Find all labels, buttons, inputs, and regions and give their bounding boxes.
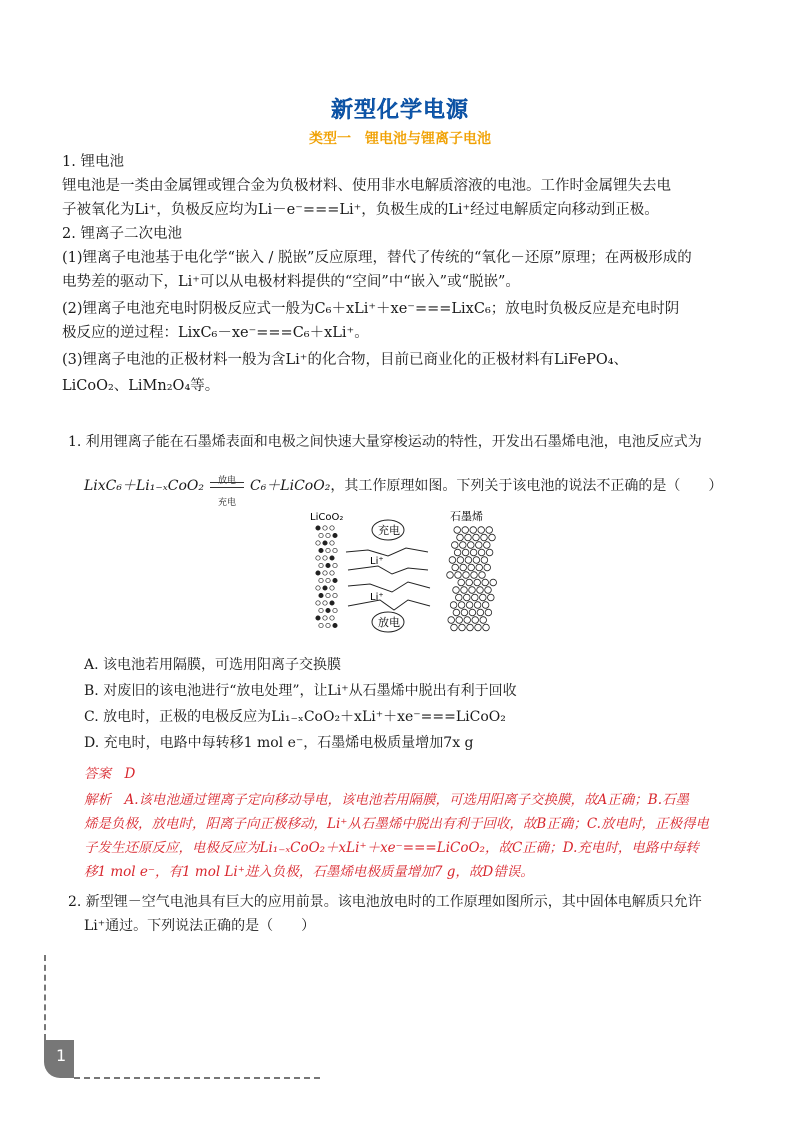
paragraph-line: 锂电池是一类由金属锂或锂合金为负极材料、使用非水电解质溶液的电池。工作时金属锂失去电 — [62, 178, 671, 194]
lattice-atom — [326, 608, 330, 612]
graphene-hex — [478, 549, 485, 556]
graphene-hex — [453, 609, 460, 616]
graphene-hex — [460, 564, 467, 571]
battery-diagram — [308, 508, 508, 642]
graphene-hex — [468, 564, 475, 571]
option-a: A. 该电池若用隔膜，可选用阳离子交换膜 — [84, 657, 342, 673]
graphene-hex — [486, 527, 493, 534]
graphene-hex — [469, 609, 476, 616]
graphene-hex — [490, 579, 497, 586]
graphene-hex — [478, 527, 485, 534]
equation-left: LixC₆＋Li₁₋ₓCoO₂ — [84, 478, 204, 494]
page-number: 1 — [56, 1046, 67, 1065]
graphene-hex — [462, 549, 469, 556]
lattice-atom — [333, 593, 337, 597]
question-2-stem: Li⁺通过。下列说法正确的是（ ） — [84, 918, 316, 934]
li-ion-label-1: Li⁺ — [370, 556, 384, 567]
option-c: C. 放电时，正极的电极反应为Li₁₋ₓCoO₂＋xLi⁺＋xe⁻===LiCoO₂ — [84, 709, 506, 725]
graphene-hex — [481, 557, 488, 564]
lattice-atom — [323, 526, 327, 530]
graphene-hex — [488, 594, 495, 601]
lattice-atom — [319, 548, 323, 552]
graphene-hex — [466, 602, 473, 609]
ion-path-arrow — [348, 600, 430, 610]
graphene-hex — [465, 534, 472, 541]
lattice-atom — [323, 571, 327, 575]
question-1-stem: 1. 利用锂离子能在石墨烯表面和电极之间快速大量穿梭运动的特性，开发出石墨烯电池，电池反应式为 — [68, 434, 702, 450]
arrow-bottom-label: 充电 — [217, 498, 236, 508]
lattice-atom — [333, 563, 337, 567]
lattice-atom — [323, 556, 327, 560]
graphene-hex — [467, 624, 474, 631]
lattice-atom — [319, 593, 323, 597]
page-title: 新型化学电源 — [330, 98, 469, 123]
lattice-atom — [333, 533, 337, 537]
heading-lithium-battery: 1. 锂电池 — [62, 154, 124, 170]
graphene-hex — [472, 617, 479, 624]
lattice-atom — [333, 578, 337, 582]
answer-line: 答案 D — [84, 766, 136, 782]
question-1-stem-end: ，其工作原理如图。下列关于该电池的说法不正确的是（ ） — [330, 478, 723, 494]
graphene-hex — [451, 624, 458, 631]
reversible-arrow — [208, 476, 246, 508]
graphene-hex — [447, 572, 454, 579]
graphene-hex — [459, 624, 466, 631]
lattice-atom — [319, 608, 323, 612]
graphene-hex — [460, 542, 467, 549]
graphene-hex — [485, 609, 492, 616]
graphene-hex — [477, 587, 484, 594]
paragraph-line: (2)锂离子电池充电时阴极反应式一般为C₆＋xLi⁺＋xe⁻===LixC₆；放电时负极反应是充电时阴 — [62, 301, 680, 317]
graphene-hex — [464, 617, 471, 624]
lattice-atom — [330, 541, 334, 545]
analysis-line: 子发生还原反应，电极反应为Li₁₋ₓCoO₂＋xLi⁺＋xe⁻===LiCoO₂，故C正确；D.充电时，电路中每转 — [84, 840, 699, 856]
lattice-atom — [326, 563, 330, 567]
lattice-atom — [326, 623, 330, 627]
lattice-atom — [316, 586, 320, 590]
arrow-top-label: 放电 — [217, 476, 236, 486]
graphene-hex — [480, 594, 487, 601]
graphene-hex — [456, 594, 463, 601]
graphene-hex — [482, 579, 489, 586]
graphene-hex — [456, 617, 463, 624]
graphene-hex — [484, 564, 491, 571]
analysis-line: 移1 mol e⁻，有1 mol Li⁺进入负极，石墨烯电极质量增加7 g，故D错误。 — [84, 864, 534, 880]
graphene-hex — [452, 542, 459, 549]
lattice-atom — [316, 616, 320, 620]
page-border-vertical — [44, 955, 46, 1040]
analysis-line: 烯是负极，放电时，阳离子向正极移动，Li⁺从石墨烯中脱出有利于回收，故B正确；C.放电时，正极得电 — [84, 816, 709, 832]
discharge-label: 放电 — [378, 616, 400, 629]
graphene-hex — [457, 557, 464, 564]
section-subtitle: 类型一 锂电池与锂离子电池 — [309, 131, 491, 147]
paragraph-line: 子被氧化为Li⁺，负极反应均为Li－e⁻===Li⁺，负极生成的Li⁺经过电解质定向移动到正极。 — [62, 202, 659, 218]
graphene-hex — [463, 572, 470, 579]
question-2-stem: 2. 新型锂－空气电池具有巨大的应用前景。该电池放电时的工作原理如图所示，其中固体电解质只允许 — [68, 894, 702, 910]
graphene-hex — [473, 534, 480, 541]
lattice-atom — [319, 623, 323, 627]
lattice-atom — [323, 601, 327, 605]
graphene-hex — [485, 587, 492, 594]
graphene-hex — [465, 557, 472, 564]
lattice-atom — [319, 578, 323, 582]
graphene-hex — [480, 617, 487, 624]
ion-path-arrow — [348, 566, 428, 574]
graphene-hex — [471, 572, 478, 579]
graphene-hex — [470, 549, 477, 556]
graphene-hex — [461, 609, 468, 616]
equation-right: C₆＋LiCoO₂ — [249, 478, 331, 494]
paragraph-line: (3)锂离子电池的正极材料一般为含Li⁺的化合物，目前已商业化的正极材料有LiFePO₄、 — [62, 352, 629, 368]
graphene-hex — [468, 542, 475, 549]
graphene-hex — [457, 534, 464, 541]
graphene-hex — [474, 602, 481, 609]
lattice-atom — [330, 586, 334, 590]
lattice-atom — [333, 548, 337, 552]
graphene-hex — [479, 572, 486, 579]
lattice-atom — [326, 533, 330, 537]
paragraph-line: LiCoO₂、LiMn₂O₄等。 — [62, 378, 220, 394]
lattice-atom — [316, 601, 320, 605]
graphene-hex — [448, 617, 455, 624]
lattice-atom — [330, 556, 334, 560]
lattice-atom — [316, 526, 320, 530]
graphene-hex — [458, 579, 465, 586]
graphene-hex — [452, 564, 459, 571]
graphene-hex — [454, 549, 461, 556]
option-b: B. 对废旧的该电池进行“放电处理”，让Li⁺从石墨烯中脱出有利于回收 — [84, 683, 517, 699]
graphene-hex — [474, 579, 481, 586]
graphene-hex — [453, 587, 460, 594]
paragraph-line: 电势差的驱动下，Li⁺可以从电极材料提供的“空间”中“嵌入”或“脱嵌”。 — [62, 274, 520, 290]
graphene-hex — [476, 564, 483, 571]
paragraph-line: 极反应的逆过程：LixC₆－xe⁻===C₆＋xLi⁺。 — [62, 325, 369, 341]
ion-path-arrow — [348, 582, 430, 592]
graphene-hex — [475, 624, 482, 631]
lattice-atom — [319, 533, 323, 537]
graphene-hex — [462, 527, 469, 534]
lattice-atom — [316, 541, 320, 545]
graphene-hex — [464, 594, 471, 601]
lattice-atom — [316, 571, 320, 575]
page-border-horizontal — [74, 1077, 320, 1079]
lattice-atom — [323, 616, 327, 620]
lattice-atom — [323, 586, 327, 590]
charge-label: 充电 — [378, 524, 400, 537]
question-1-equation — [84, 474, 760, 508]
lattice-atom — [319, 563, 323, 567]
lattice-atom — [333, 623, 337, 627]
ion-path-arrow — [346, 548, 428, 556]
graphene-hex — [449, 557, 456, 564]
graphene-hex — [481, 534, 488, 541]
lattice-atom — [326, 548, 330, 552]
graphene-hex — [489, 534, 496, 541]
graphene-hex — [484, 542, 491, 549]
graphene-hex — [454, 527, 461, 534]
lattice-atom — [330, 601, 334, 605]
lattice-atom — [330, 526, 334, 530]
graphene-hex — [455, 572, 462, 579]
graphene-hex — [483, 624, 490, 631]
graphene-hex — [461, 587, 468, 594]
graphene-label: 石墨烯 — [450, 510, 483, 523]
lattice-atom — [323, 541, 327, 545]
licoo2-label: LiCoO₂ — [310, 512, 344, 523]
graphene-hex — [473, 557, 480, 564]
lattice-atom — [333, 608, 337, 612]
graphene-hex — [486, 549, 493, 556]
graphene-hex — [470, 527, 477, 534]
analysis-line: 解析 A.该电池通过锂离子定向移动导电，该电池若用隔膜，可选用阳离子交换膜，故A正确；B.石墨 — [84, 792, 690, 808]
lattice-atom — [316, 556, 320, 560]
graphene-hex — [469, 587, 476, 594]
graphene-hex — [458, 602, 465, 609]
graphene-hex — [482, 602, 489, 609]
lattice-atom — [330, 616, 334, 620]
graphene-hex — [450, 602, 457, 609]
graphene-hex — [476, 542, 483, 549]
graphene-hex — [477, 609, 484, 616]
option-d: D. 充电时，电路中每转移1 mol e⁻，石墨烯电极质量增加7x g — [84, 735, 474, 751]
lattice-atom — [330, 571, 334, 575]
paragraph-line: (1)锂离子电池基于电化学“嵌入 / 脱嵌”反应原理，替代了传统的“氧化－还原”原理；在两极形成的 — [62, 250, 692, 266]
lattice-atom — [326, 578, 330, 582]
lattice-atom — [326, 593, 330, 597]
li-ion-label-2: Li⁺ — [370, 592, 384, 603]
heading-lithium-ion-battery: 2. 锂离子二次电池 — [62, 226, 182, 242]
graphene-hex — [472, 594, 479, 601]
graphene-hex — [466, 579, 473, 586]
